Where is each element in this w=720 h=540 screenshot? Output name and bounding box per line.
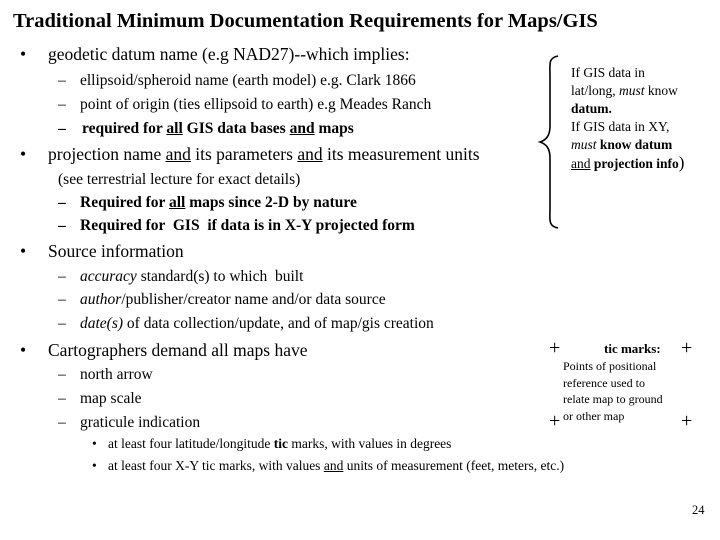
sidenote-line: datum. xyxy=(571,101,612,116)
datum-sidenote xyxy=(571,64,684,173)
sub-bullet-required-all: – required for all GIS data bases and maps xyxy=(58,120,354,137)
sidenote-line: lat/long, must know xyxy=(571,83,678,98)
sidenote-line: If GIS data in xyxy=(571,65,645,80)
text-part: required for xyxy=(82,120,167,137)
footnote-xy-tics: • at least four X-Y tic marks, with values and units of measurement (feet, meters, etc.) xyxy=(92,458,565,473)
sub-bullet-origin: – point of origin (ties ellipsoid to earth) e.g Meades Ranch xyxy=(58,96,432,113)
terrestrial-note: (see terrestrial lecture for exact details) xyxy=(58,171,301,188)
page-number: 24 xyxy=(692,503,705,517)
sub-bullet-map-scale: – map scale xyxy=(58,390,142,407)
sidenote-line: If GIS data in XY, xyxy=(571,119,670,134)
text-part: GIS data bases xyxy=(182,120,290,137)
bullet-source-information: • Source information xyxy=(20,241,184,261)
desc-line: reference used to xyxy=(563,375,645,390)
italic-accuracy: accuracy xyxy=(80,268,137,285)
tic-marks-label: tic marks: xyxy=(604,341,661,356)
text-part: maps xyxy=(314,120,354,137)
tic-mark-bottom-left: + xyxy=(549,410,561,432)
desc-line: or other map xyxy=(563,408,625,423)
bullet-text: geodetic datum name (e.g NAD27)--which implies: xyxy=(48,44,410,64)
italic-must: must xyxy=(619,83,645,98)
sub-bullet-author: – author/publisher/creator name and/or data source xyxy=(58,291,386,308)
underlined-and: and xyxy=(165,144,191,164)
page-title: Traditional Minimum Documentation Requirements for Maps/GIS xyxy=(13,10,598,32)
sub-bullet-text: map scale xyxy=(80,390,142,407)
sidenote-line: and projection info) xyxy=(571,153,685,172)
sub-bullet-text: north arrow xyxy=(80,366,153,383)
italic-dates: date(s) xyxy=(80,315,124,332)
bullet-projection: • projection name and its parameters and its measurement units xyxy=(20,144,480,164)
bullet-text: Cartographers demand all maps have xyxy=(48,340,308,360)
sub-bullet-dates: – date(s) of data collection/update, and of map/gis creation xyxy=(58,315,434,332)
sub-bullet-graticule: – graticule indication xyxy=(58,414,201,431)
text-part: of data collection/update, and of map/gis creation xyxy=(123,315,434,332)
text-part: maps since 2-D by nature xyxy=(185,194,357,211)
bullet-cartographers: • Cartographers demand all maps have xyxy=(20,340,308,360)
tic-mark-top-right: + xyxy=(681,337,693,359)
italic-author: author xyxy=(80,291,122,308)
desc-line: Points of positional xyxy=(563,359,657,373)
bullet-geodetic-datum: • geodetic datum name (e.g NAD27)--which implies: xyxy=(20,44,410,64)
tic-marks-description xyxy=(563,358,663,424)
underlined-all: all xyxy=(168,194,186,211)
sidenote-line: must know datum xyxy=(571,137,673,152)
text-part: its parameters xyxy=(190,144,298,164)
sub-bullet-text: graticule indication xyxy=(80,414,201,431)
sub-bullet-text: Required for GIS if data is in X-Y projected form xyxy=(80,217,415,234)
sub-bullet-text: ellipsoid/spheroid name (earth model) e.g. Clark 1866 xyxy=(80,72,416,89)
underlined-and: and xyxy=(297,144,323,164)
text-part: /publisher/creator name and/or data source xyxy=(121,291,386,308)
italic-must: must xyxy=(571,137,597,152)
text-part: Required for xyxy=(80,194,169,211)
underlined-and: and xyxy=(571,156,591,171)
underlined-and: and xyxy=(323,458,344,473)
tic-mark-bottom-right: + xyxy=(681,410,693,432)
tic-mark-top-left: + xyxy=(549,337,561,359)
sub-bullet-north-arrow: – north arrow xyxy=(58,366,153,383)
text-part: its measurement units xyxy=(322,144,480,164)
curly-brace xyxy=(536,54,562,230)
sub-bullet-accuracy: – accuracy standard(s) to which built xyxy=(58,268,304,285)
bullet-text: Source information xyxy=(48,241,184,261)
underlined-and: and xyxy=(289,120,315,137)
sub-bullet-required-gis: – Required for GIS if data is in X-Y projected form xyxy=(58,217,415,234)
text-part: standard(s) to which built xyxy=(136,268,304,285)
text-part: projection name xyxy=(48,144,166,164)
footnote-latlong-tics: • at least four latitude/longitude tic marks, with values in degrees xyxy=(92,436,452,451)
sub-bullet-ellipsoid: – ellipsoid/spheroid name (earth model) e.g. Clark 1866 xyxy=(58,72,416,89)
underlined-all: all xyxy=(166,120,183,137)
sub-bullet-required-maps: – Required for all maps since 2-D by nature xyxy=(58,194,357,211)
desc-line: relate map to ground xyxy=(563,392,663,406)
sub-bullet-text: point of origin (ties ellipsoid to earth) e.g Meades Ranch xyxy=(80,96,432,113)
